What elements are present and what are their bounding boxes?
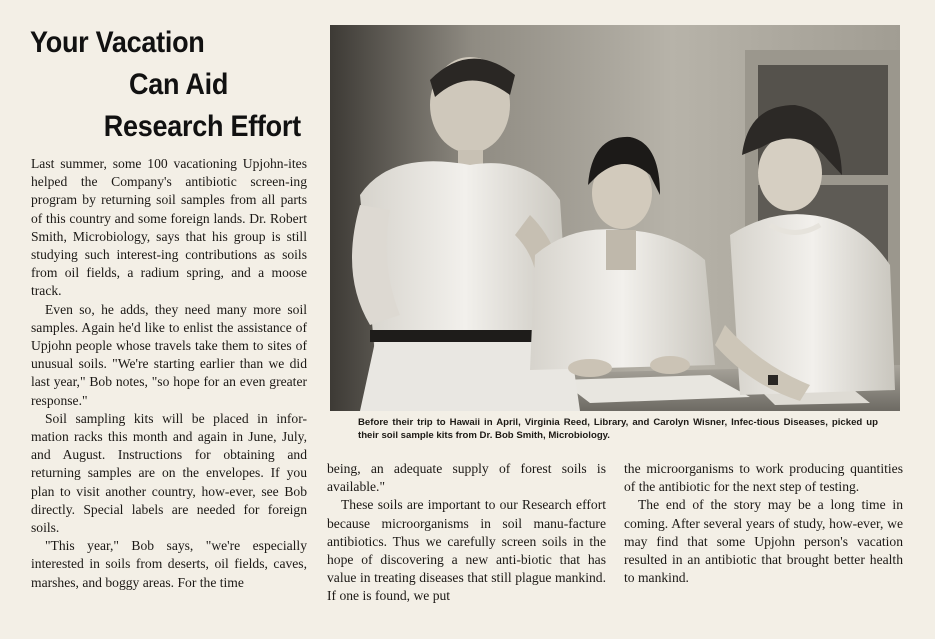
headline-line-3: Research Effort bbox=[103, 110, 301, 143]
paragraph: Last summer, some 100 vacationing Upjohn-ites helped the Company's antibiotic screen-ing program by returning soil samples from all parts of this country and some foreign lands. Dr. Robert Smith, Microbiology, says that his group is still studying such interest-ing contributions as soils from oil fields, a radium spring, and a moose track. bbox=[31, 156, 307, 299]
headline-line-2: Can Aid bbox=[129, 68, 229, 101]
headline-line-1: Your Vacation bbox=[30, 26, 205, 59]
paragraph: Soil sampling kits will be placed in infor-mation racks this month and again in June, July, and August. Instructions for obtaining and returning samples are on the envelopes. If you plan to visit another country, how-ever, see Bob directly. Special labels are needed for foreign soils. bbox=[31, 410, 307, 536]
article-headline bbox=[30, 22, 301, 148]
paragraph: "This year," Bob says, "we're especially interested in soils from deserts, oil fields, caves, marshes, and boggy areas. For the time bbox=[31, 538, 307, 590]
paragraph: These soils are important to our Research effort because microorganisms in soil manu-facture antibiotics. Thus we carefully screen soils in the hope of discovering a new anti-biotic that has value in treating diseases that still plague mankind. If one is found, we put bbox=[327, 497, 606, 604]
paragraph: the microorganisms to work producing quantities of the antibiotic for the next step of testing. bbox=[624, 461, 903, 495]
paragraph: being, an adequate supply of forest soils is available." bbox=[327, 461, 606, 495]
paragraph: The end of the story may be a long time in coming. After several years of study, how-ever, we may find that some Upjohn person's vacation resulted in an antibiotic that brought better health to mankind. bbox=[624, 497, 903, 586]
article-photo bbox=[330, 25, 900, 411]
paragraph: Even so, he adds, they need many more soil samples. Again he'd like to enlist the assistance of Upjohn people whose travels take them to sites of unusual soils. "We're starting earlier than we did last year," Bob notes, "so hope for an even greater response." bbox=[31, 301, 307, 408]
article-column-2 bbox=[327, 460, 606, 606]
photo-caption: Before their trip to Hawaii in April, Virginia Reed, Library, and Carolyn Wisner, Infec-tious Diseases, picked up their soil sample kits from Dr. Bob Smith, Microbiology. bbox=[358, 417, 878, 441]
article-column-1 bbox=[31, 155, 307, 592]
article-column-3 bbox=[624, 460, 903, 587]
